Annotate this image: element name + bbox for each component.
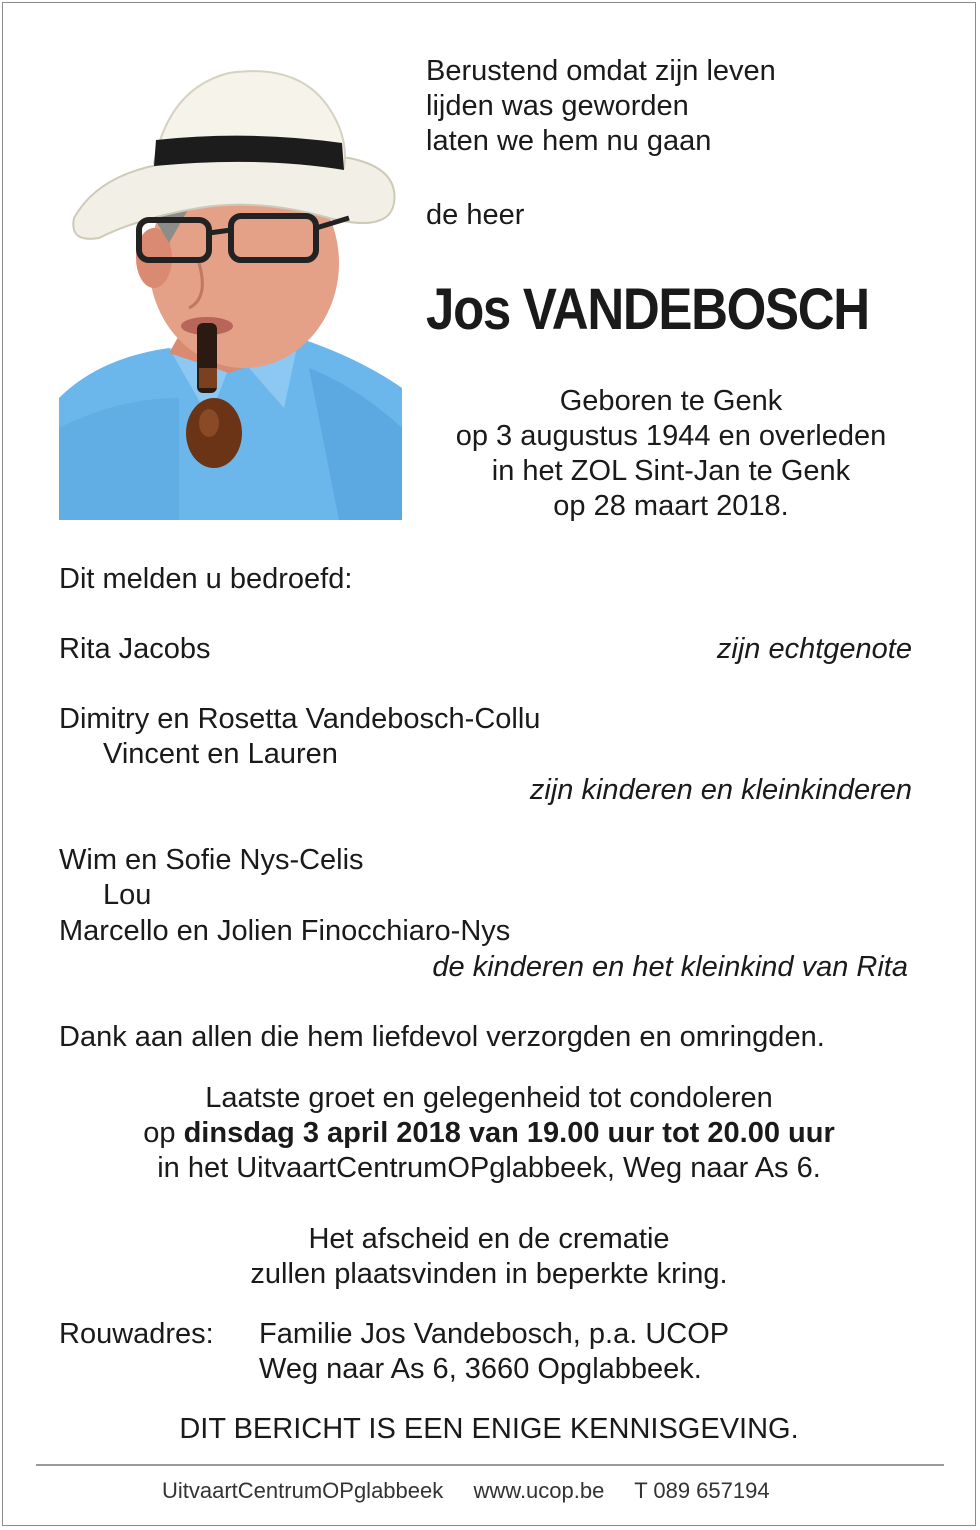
verse-line: Berustend omdat zijn leven <box>426 55 776 87</box>
condolence-location: in het UitvaartCentrumOPglabbeek, Weg naar As 6. <box>157 1152 821 1184</box>
spouse-relation: zijn echtgenote <box>716 633 912 665</box>
footer-phone: T 089 657194 <box>634 1478 770 1503</box>
footer <box>162 1477 770 1505</box>
condolence-line: Laatste groet en gelegenheid tot condoleren <box>205 1082 773 1114</box>
title-prefix: de heer <box>426 199 525 231</box>
address-line: Familie Jos Vandebosch, p.a. UCOP <box>259 1318 730 1350</box>
stepchildren-line: Marcello en Jolien Finocchiaro-Nys <box>59 915 511 947</box>
birth-death-line: in het ZOL Sint-Jan te Genk <box>491 455 851 487</box>
birth-death-line: Geboren te Genk <box>559 385 783 417</box>
children-relation: zijn kinderen en kleinkinderen <box>529 774 912 806</box>
verse-line: laten we hem nu gaan <box>426 125 712 157</box>
deceased-name: Jos VANDEBOSCH <box>426 277 869 342</box>
farewell-line: Het afscheid en de crematie <box>308 1223 670 1255</box>
condolence-datetime <box>0 1116 978 1151</box>
verse <box>426 54 776 159</box>
farewell-line: zullen plaatsvinden in beperkte kring. <box>250 1258 728 1290</box>
verse-line: lijden was geworden <box>426 90 689 122</box>
thanks-text: Dank aan allen die hem liefdevol verzorgden en omringden. <box>59 1021 825 1053</box>
birth-death-line: op 28 maart 2018. <box>553 490 789 522</box>
announcement: Dit melden u bedroefd: <box>59 563 353 595</box>
spouse-name: Rita Jacobs <box>59 633 211 665</box>
address-label: Rouwadres: <box>59 1318 214 1350</box>
stepgrandchild-line: Lou <box>103 879 152 911</box>
condolence-info <box>0 1081 978 1186</box>
birth-death-info <box>426 384 916 524</box>
address-line: Weg naar As 6, 3660 Opglabbeek. <box>259 1353 702 1385</box>
condolence-date: dinsdag 3 april 2018 van 19.00 uur tot 20.00 uur <box>183 1117 835 1149</box>
footer-website[interactable]: www.ucop.be <box>473 1478 605 1503</box>
footer-company: UitvaartCentrumOPglabbeek <box>162 1478 444 1503</box>
birth-death-line: op 3 augustus 1944 en overleden <box>455 420 887 452</box>
stepchildren-line: Wim en Sofie Nys-Celis <box>59 844 364 876</box>
rita-children-relation: de kinderen en het kleinkind van Rita <box>432 951 908 983</box>
notice-text: DIT BERICHT IS EEN ENIGE KENNISGEVING. <box>179 1413 799 1445</box>
grandchildren-line: Vincent en Lauren <box>103 738 338 770</box>
portrait-photo <box>59 68 402 520</box>
address-block <box>259 1317 729 1387</box>
footer-divider <box>36 1464 944 1466</box>
children-line: Dimitry en Rosetta Vandebosch-Collu <box>59 703 541 735</box>
farewell-info <box>0 1222 978 1292</box>
condolence-prefix: op <box>143 1117 184 1149</box>
